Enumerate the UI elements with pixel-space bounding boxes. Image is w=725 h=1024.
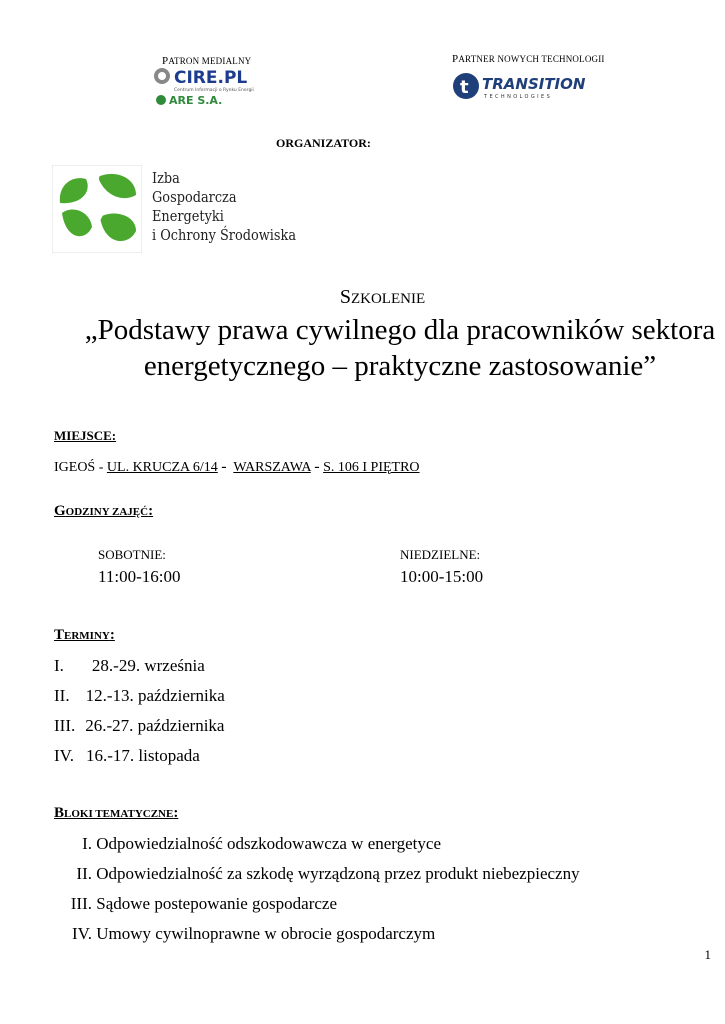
izba-logo-text — [152, 169, 296, 245]
sunday-time: 10:00-15:00 — [400, 567, 484, 586]
topics-heading: BLOKI TEMATYCZNE: — [54, 805, 179, 821]
partner-label: PARTNER NOWYCH TECHNOLOGII — [452, 53, 605, 65]
transition-logo-subtext: TECHNOLOGIES — [484, 94, 553, 100]
date-item: II. 12.-13. października — [54, 686, 225, 705]
dates-heading: TERMINY: — [54, 627, 115, 643]
izba-line-3: Energetyki — [152, 207, 224, 225]
date-item: I. 28.-29. września — [54, 656, 205, 675]
course-kind-label: SZKOLENIE — [339, 286, 426, 308]
hours-heading: GODZINY ZAJĘĆ: — [54, 503, 154, 519]
place-city: WARSZAWA — [233, 460, 311, 475]
topic-item: I. Odpowiedzialność odszkodowawcza w energetyce — [82, 834, 441, 853]
organizer-label: ORGANIZATOR: — [276, 136, 371, 150]
izba-line-4: i Ochrony Środowiska — [152, 226, 297, 244]
saturday-label: SOBOTNIE: — [98, 547, 166, 562]
ares-logo-text: ARE S.A. — [169, 94, 223, 107]
patron-label: PATRON MEDIALNY — [162, 55, 252, 67]
patron-label-text: ATRON MEDIALNY — [168, 56, 252, 66]
transition-logo — [452, 72, 600, 102]
date-item: IV. 16.-17. listopada — [54, 746, 200, 765]
izba-line-2: Gospodarcza — [152, 188, 237, 206]
place-street: UL. KRUCZA 6/14 — [106, 460, 218, 475]
place-room: S. 106 I PIĘTRO — [323, 460, 420, 475]
sunday-label: NIEDZIELNE: — [400, 547, 481, 562]
place-org: IGEOŚ — [54, 460, 96, 475]
izba-leaf-icon — [52, 165, 142, 253]
cire-logo — [152, 66, 270, 108]
izba-line-1: Izba — [152, 169, 180, 187]
transition-logo-text: TRANSITION — [482, 75, 586, 93]
topic-item: IV. Umowy cywilnoprawne w obrocie gospodarczym — [72, 924, 436, 943]
saturday-time: 11:00-16:00 — [98, 567, 181, 586]
svg-text:t: t — [460, 77, 469, 98]
cire-logo-text: CIRE.PL — [174, 68, 248, 88]
cire-logo-subtext: Centrum Informacji o Rynku Energii — [174, 88, 254, 93]
place-heading: MIEJSCE: — [54, 428, 117, 443]
place-line: IGEOŚ - UL. KRUCZA 6/14 - WARSZAWA - S. 106 I PIĘTRO — [54, 458, 420, 475]
topic-item: III. Sądowe postepowanie gospodarcze — [70, 894, 338, 913]
topic-item: II. Odpowiedzialność za szkodę wyrządzoną przez produkt niebezpieczny — [76, 864, 580, 883]
course-title: „Podstawy prawa cywilnego dla pracowników sektora energetycznego – praktyczne zastosowanie” — [84, 314, 716, 382]
izba-logo — [52, 165, 316, 253]
date-item: III. 26.-27. października — [54, 716, 225, 735]
page-number: 1 — [704, 947, 711, 962]
